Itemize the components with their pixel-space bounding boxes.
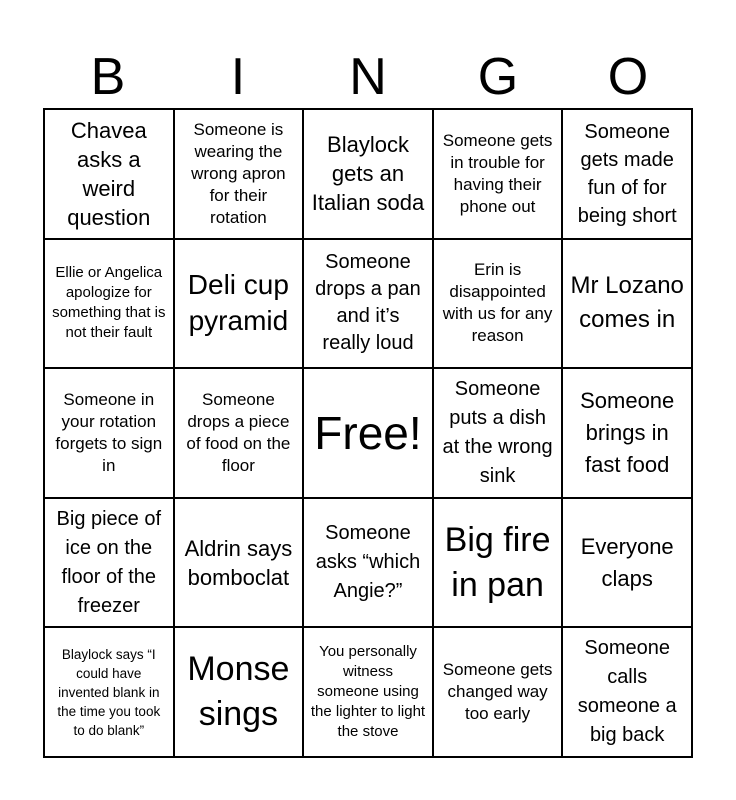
- cell-text: Erin is disappointed with us for any reason: [442, 260, 553, 346]
- bingo-cell[interactable]: [303, 627, 433, 757]
- cell-text: Someone brings in fast food: [580, 387, 675, 477]
- bingo-cell[interactable]: [562, 498, 692, 628]
- cell-text: Monse sings: [187, 650, 290, 734]
- bingo-cell[interactable]: [44, 109, 174, 239]
- cell-text: Blaylock gets an Italian soda: [311, 132, 425, 216]
- cell-text: Big fire in pan: [444, 520, 551, 604]
- cell-text: Chavea asks a weird question: [67, 117, 151, 230]
- bingo-cell[interactable]: [562, 109, 692, 239]
- cell-text: Someone in your rotation forgets to sign in: [55, 389, 163, 475]
- bingo-cell[interactable]: [174, 368, 304, 498]
- bingo-board: [43, 108, 693, 758]
- cell-text: Everyone claps: [580, 533, 674, 591]
- cell-text: Deli cup pyramid: [187, 269, 289, 337]
- header-letter-o: O: [607, 48, 649, 106]
- cell-text: Someone drops a pan and it’s really loud: [315, 251, 421, 355]
- free-space-text: Free!: [314, 406, 422, 459]
- cell-text: Blaylock says “I could have invented blank in the time you took to do blank”: [57, 646, 161, 738]
- header-letter-g: G: [477, 48, 519, 106]
- cell-text: Big piece of ice on the floor of the freezer: [56, 507, 162, 617]
- header-letter-b: B: [90, 48, 126, 106]
- bingo-cell[interactable]: [44, 498, 174, 628]
- bingo-cell[interactable]: [174, 627, 304, 757]
- cell-text: Ellie or Angelica apologize for something that is not their fault: [52, 264, 166, 342]
- bingo-cell[interactable]: [174, 239, 304, 369]
- header-letter-i: I: [230, 48, 246, 106]
- bingo-cell[interactable]: [562, 239, 692, 369]
- bingo-cell[interactable]: [562, 627, 692, 757]
- cell-text: Mr Lozano comes in: [570, 272, 684, 334]
- bingo-cell[interactable]: [433, 627, 563, 757]
- bingo-cell[interactable]: [174, 109, 304, 239]
- bingo-cell[interactable]: [433, 239, 563, 369]
- bingo-cell[interactable]: [303, 498, 433, 628]
- cell-text: Someone puts a dish at the wrong sink: [442, 377, 553, 487]
- bingo-cell[interactable]: [303, 239, 433, 369]
- bingo-cell[interactable]: [433, 109, 563, 239]
- header-letter-n: N: [349, 48, 387, 106]
- bingo-cell[interactable]: [303, 109, 433, 239]
- cell-text: Someone calls someone a big back: [577, 637, 677, 747]
- bingo-cell[interactable]: [44, 368, 174, 498]
- bingo-cell[interactable]: [433, 368, 563, 498]
- bingo-cell[interactable]: [303, 368, 433, 498]
- bingo-cell[interactable]: [44, 239, 174, 369]
- bingo-cell[interactable]: [433, 498, 563, 628]
- cell-text: Someone gets made fun of for being short: [577, 120, 677, 227]
- bingo-cell[interactable]: [174, 498, 304, 628]
- cell-text: Someone gets in trouble for having their phone out: [442, 130, 553, 216]
- cell-text: Someone gets changed way too early: [442, 660, 553, 724]
- cell-text: Someone is wearing the wrong apron for their rotation: [191, 119, 286, 227]
- bingo-header: [43, 46, 693, 108]
- cell-text: Aldrin says bomboclat: [184, 535, 293, 590]
- cell-text: Someone asks “which Angie?”: [315, 522, 421, 603]
- bingo-cell[interactable]: [562, 368, 692, 498]
- bingo-cell[interactable]: [44, 627, 174, 757]
- cell-text: Someone drops a piece of food on the floor: [186, 389, 291, 475]
- cell-text: You personally witness someone using the lighter to light the stove: [310, 643, 426, 741]
